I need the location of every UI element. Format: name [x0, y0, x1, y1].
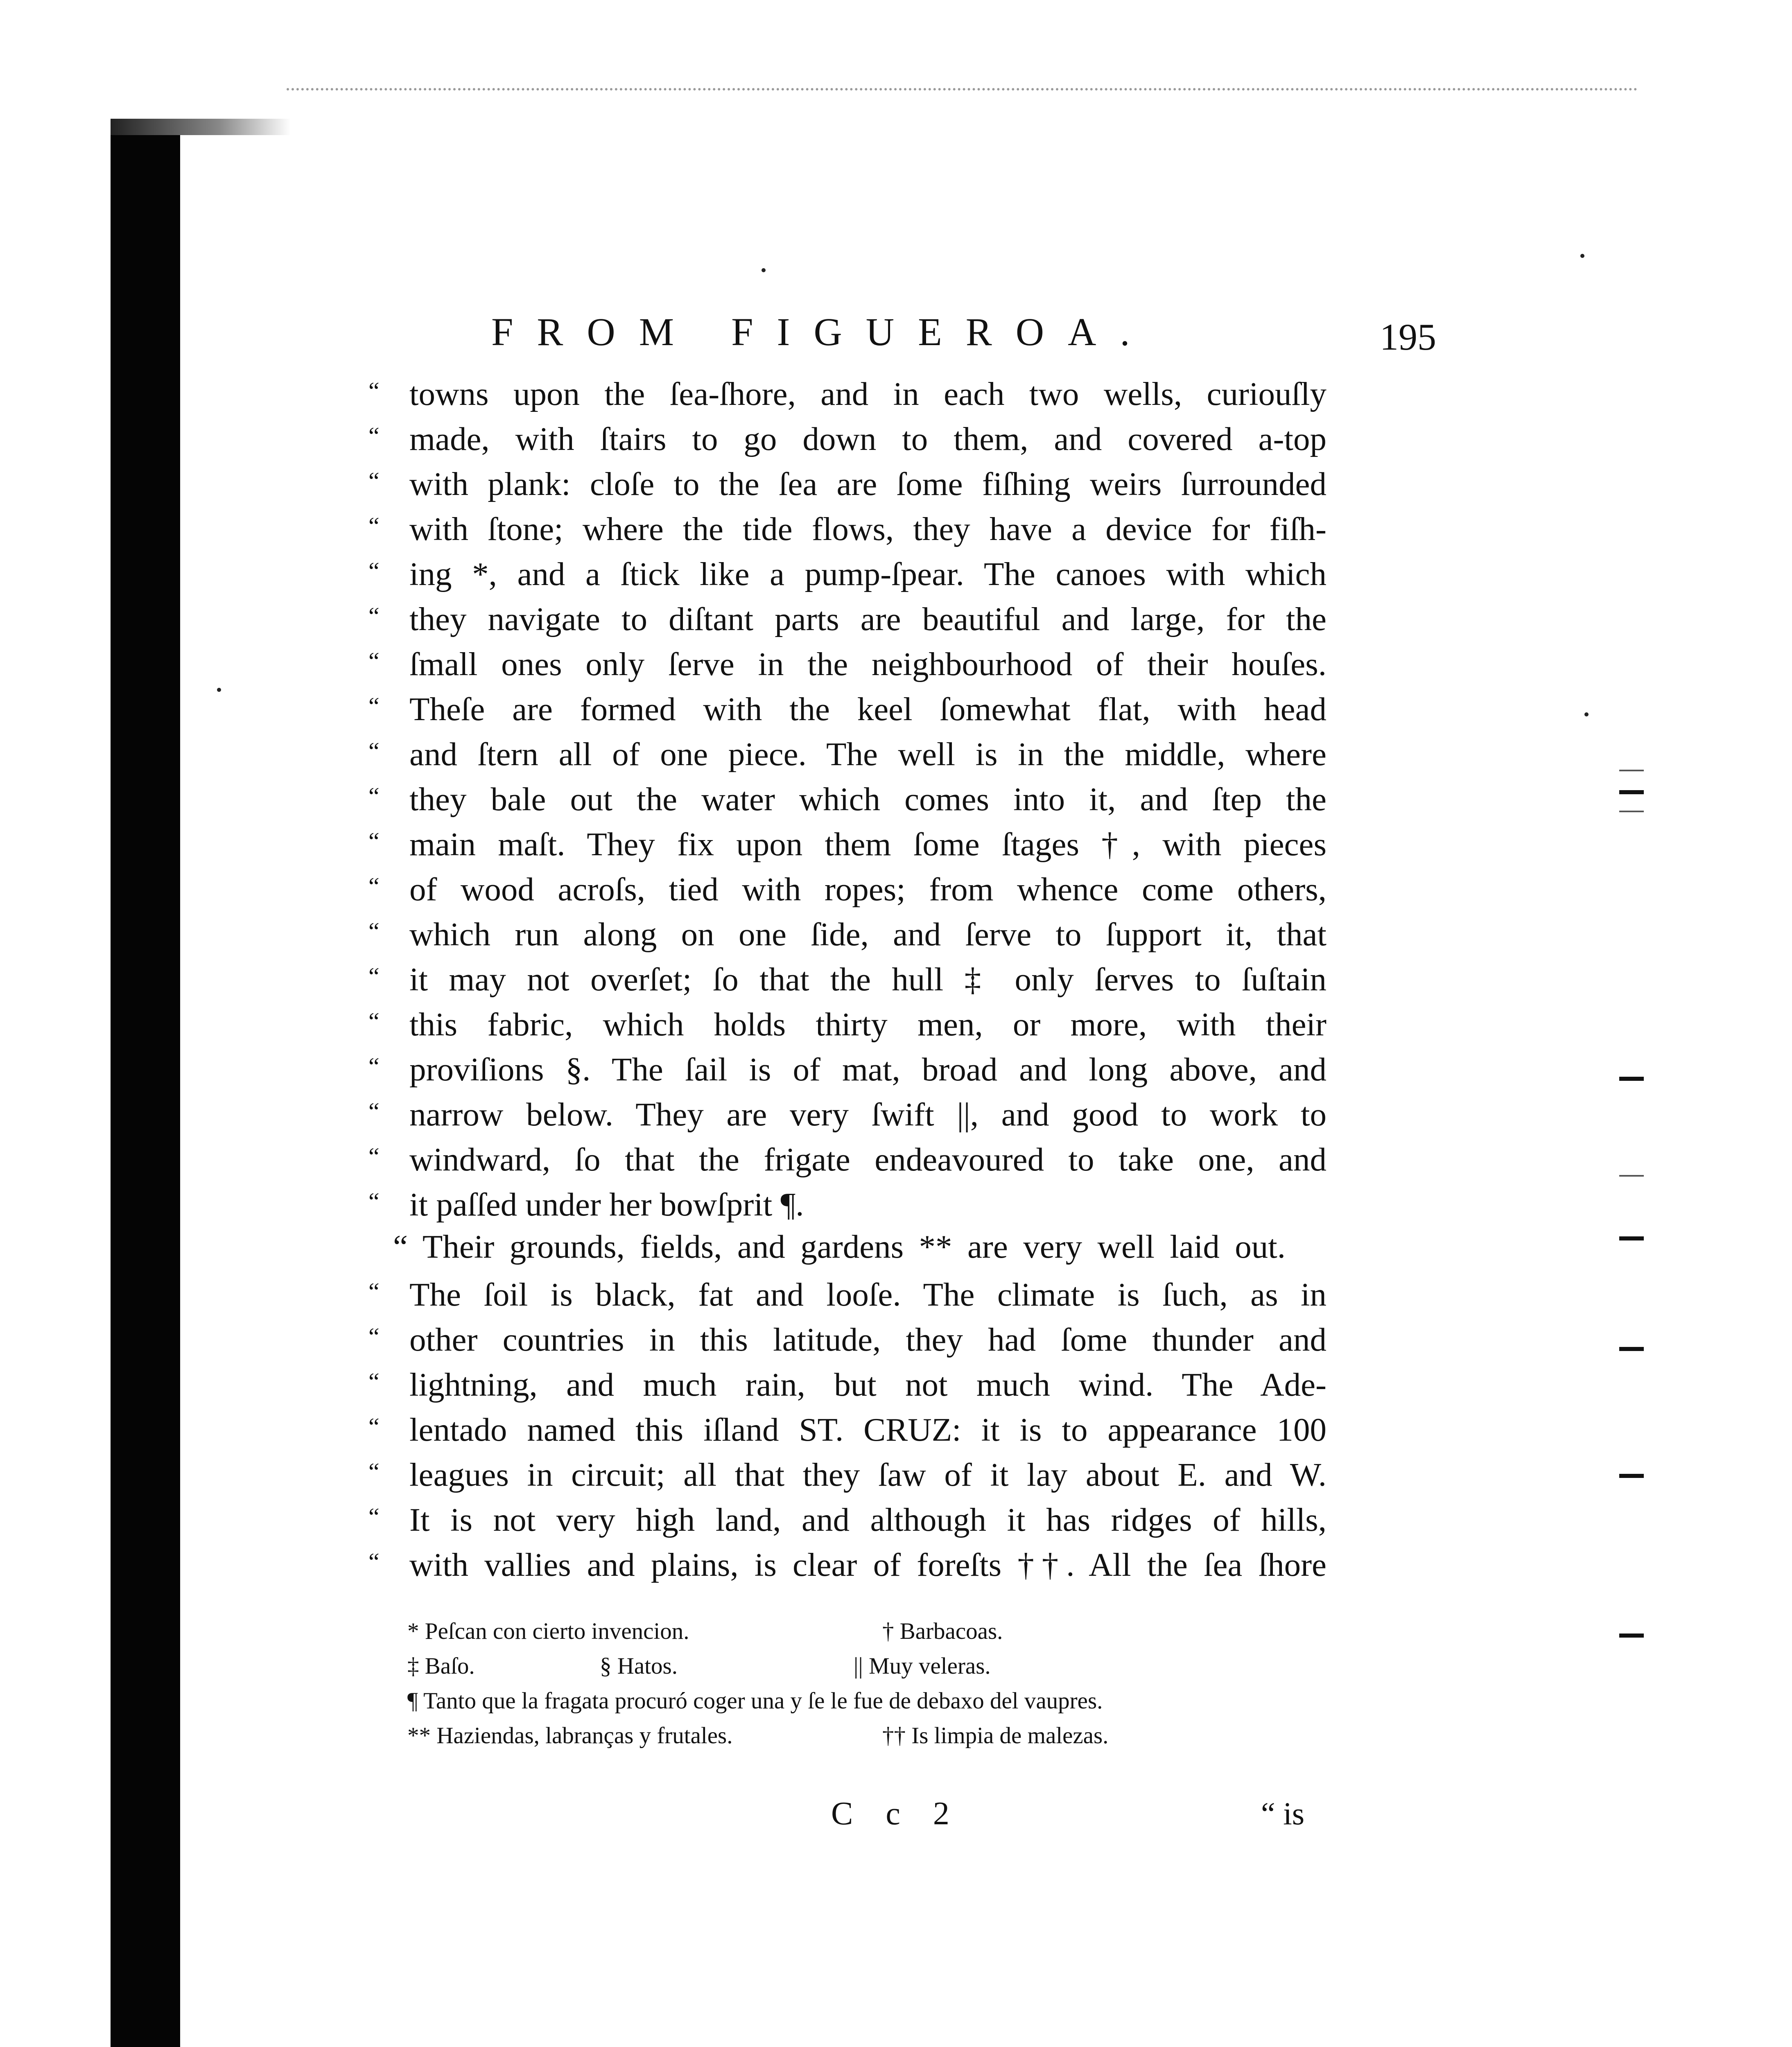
binding-edge-top-smudge: [111, 119, 291, 135]
text-line: “ leagues in circuit; all that they ſaw of it lay about E. and W.: [368, 1456, 1326, 1493]
binding-edge-shadow: [111, 123, 180, 2047]
text-line: “ narrow below. They are very ſwift ||, and good to work to: [368, 1096, 1326, 1133]
text-line: “ with vallies and plains, is clear of foreſts ††. All the ſea ſhore: [368, 1546, 1326, 1583]
footnote: || Muy veleras.: [854, 1653, 991, 1679]
text-line: “ main maſt. They fix upon them ſome ſtages †, with pieces: [368, 826, 1326, 863]
text-line: “ it paſſed under her bowſprit ¶.: [368, 1186, 804, 1223]
text-line: “ made, with ſtairs to go down to them, and covered a-top: [368, 420, 1326, 457]
footnote: ** Haziendas, labranças y frutales.: [407, 1723, 733, 1749]
footnote: † Barbacoas.: [882, 1618, 1003, 1644]
text-line: “ they bale out the water which comes into it, and ſtep the: [368, 781, 1326, 818]
text-line: “ The ſoil is black, fat and looſe. The climate is ſuch, as in: [368, 1276, 1326, 1313]
page-number: 195: [1380, 316, 1436, 358]
text-line: “ It is not very high land, and although it has ridges of hills,: [368, 1501, 1326, 1538]
text-line: “ lentado named this iſland ST. CRUZ: it is to appearance 100: [368, 1411, 1326, 1448]
text-line: “ windward, ſo that the frigate endeavoured to take one, and: [368, 1141, 1326, 1178]
text-line: “ towns upon the ſea-ſhore, and in each two wells, curiouſly: [368, 375, 1326, 412]
text-line: “ lightning, and much rain, but not much wind. The Ade-: [368, 1366, 1326, 1403]
text-line: “ ſmall ones only ſerve in the neighbourhood of their houſes.: [368, 646, 1326, 682]
text-line: “ other countries in this latitude, they had ſome thunder and: [368, 1321, 1326, 1358]
text-line: “ proviſions §. The ſail is of mat, broad and long above, and: [368, 1051, 1326, 1088]
text-line: “ which run along on one ſide, and ſerve to ſupport it, that: [368, 916, 1326, 953]
text-line: “ with plank: cloſe to the ſea are ſome fiſhing weirs ſurrounded: [368, 465, 1326, 502]
footnote: * Peſcan con cierto invencion.: [407, 1618, 689, 1644]
footnote: †† Is limpia de malezas.: [882, 1723, 1109, 1749]
text-line: “ this fabric, which holds thirty men, or more, with their: [368, 1006, 1326, 1043]
footnote: ‡ Baſo.: [407, 1653, 475, 1679]
text-line: “ with ſtone; where the tide flows, they have a device for fiſh-: [368, 511, 1326, 547]
text-line: “ ing *, and a ſtick like a pump-ſpear. The canoes with which: [368, 556, 1326, 592]
footnote: § Hatos.: [600, 1653, 678, 1679]
text-line: “ of wood acroſs, tied with ropes; from whence come others,: [368, 871, 1326, 908]
text-line: “ it may not overſet; ſo that the hull ‡ only ſerves to ſuſtain: [368, 961, 1326, 998]
text-line: “ Theſe are formed with the keel ſomewhat flat, with head: [368, 691, 1326, 728]
catchword: “ is: [1261, 1796, 1305, 1831]
text-line-paragraph-start: “ Their grounds, fields, and gardens ** are very well laid out.: [393, 1228, 1286, 1265]
text-line: “ and ſtern all of one piece. The well is in the middle, where: [368, 736, 1326, 773]
text-line: “ they navigate to diſtant parts are beautiful and large, for the: [368, 601, 1326, 637]
top-page-edge: [287, 88, 1638, 97]
footnote: ¶ Tanto que la fragata procuró coger una y ſe le fue de debaxo del vaupres.: [407, 1688, 1103, 1714]
signature-mark: C c 2: [831, 1796, 962, 1832]
running-title: FROM FIGUEROA.: [491, 310, 1154, 354]
